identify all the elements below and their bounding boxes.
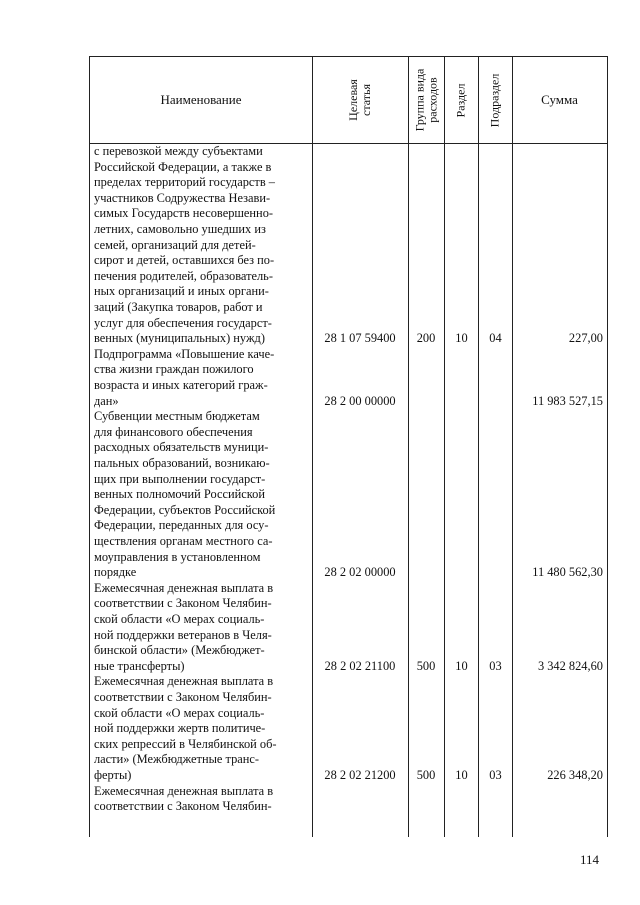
row-amount: 227,00 <box>568 331 603 346</box>
header-target: Целевая статья <box>345 79 373 121</box>
table-row <box>90 144 607 347</box>
table-header <box>90 57 607 144</box>
row-section: 10 <box>455 331 468 346</box>
row-name: Ежемесячная денежная выплата в соответствии с Законом Челябин- ской области «О мерах социаль- ной поддержки ветеранов в Челя- бинской области» (Межбюджет- ные трансферты) <box>94 580 274 673</box>
row-section: 10 <box>455 658 468 673</box>
table-row <box>90 581 607 675</box>
table-row <box>90 674 607 783</box>
row-target-code: 28 2 00 00000 <box>324 393 396 408</box>
header-section: Раздел <box>453 83 468 117</box>
row-subsection: 03 <box>489 658 502 673</box>
row-expense-group: 200 <box>416 331 436 346</box>
row-name: с перевозкой между субъектами Российской Федерации, а также в пределах территорий государств – участников Содружества Незави- симых Государств несовершенно- летних, самовольно ушедших из семей, организаций для детей- сирот и детей, оставшихся без по- печения родителей, образователь- ных организаций и иных органи- заций (Закупка товаров, работ и услуг для обеспечения государст- венных (муниципальных) нужд) <box>94 144 275 346</box>
table-row <box>90 347 607 409</box>
row-name: Подпрограмма «Повышение каче- ства жизни граждан пожилого возраста и иных категорий граж- дан» <box>94 346 275 408</box>
row-name: Ежемесячная денежная выплата в соответствии с Законом Челябин- <box>94 783 274 814</box>
page-number: 114 <box>580 852 600 867</box>
row-amount: 11 983 527,15 <box>532 393 603 408</box>
row-target-code: 28 2 02 21100 <box>324 658 396 673</box>
row-name: Субвенции местным бюджетам для финансового обеспечения расходных обязательств муници- пальных образований, возникаю- щих при выполнении государст- венных полномочий Российской Федерации, субъектов Российской Федерации, переданных для осу- ществления органам местного са- моуправления в установленном порядке <box>94 409 276 580</box>
row-target-code: 28 1 07 59400 <box>324 331 396 346</box>
table-row <box>90 409 607 581</box>
row-expense-group: 500 <box>416 658 436 673</box>
header-group: Группа вида расходов <box>412 68 439 132</box>
row-target-code: 28 2 02 21200 <box>324 767 396 782</box>
row-name: Ежемесячная денежная выплата в соответствии с Законом Челябин- ской области «О мерах социаль- ной поддержки жертв политиче- ских репрессий в Челябинской об- ласти» (Межбюджетные транс- ферты) <box>94 674 277 782</box>
row-amount: 11 480 562,30 <box>532 565 603 580</box>
row-amount: 226 348,20 <box>547 767 603 782</box>
header-subsection: Подраздел <box>487 73 502 127</box>
row-subsection: 04 <box>489 331 502 346</box>
row-section: 10 <box>455 767 468 782</box>
header-name: Наименование <box>160 92 242 107</box>
header-sum: Сумма <box>541 92 578 107</box>
budget-table <box>89 56 608 837</box>
row-expense-group: 500 <box>416 767 436 782</box>
table-row <box>90 784 607 815</box>
row-subsection: 03 <box>489 767 502 782</box>
row-amount: 3 342 824,60 <box>537 658 603 673</box>
row-target-code: 28 2 02 00000 <box>324 565 396 580</box>
